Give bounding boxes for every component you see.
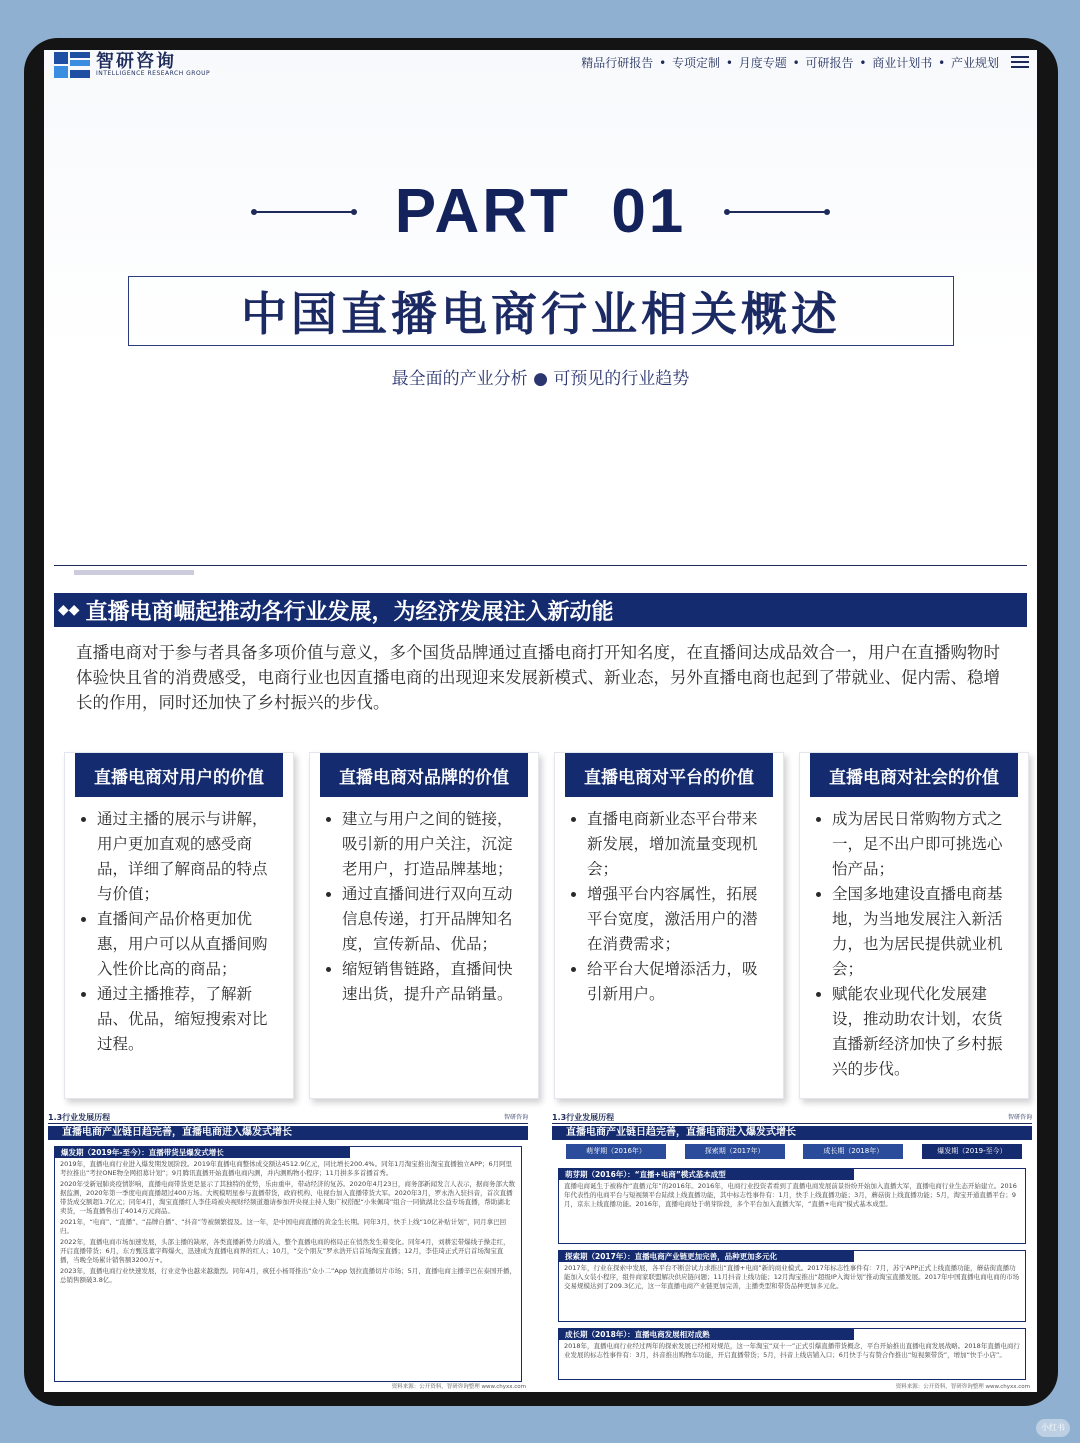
- phase-box-sprout: [558, 1168, 1026, 1244]
- card-item: • 增强平台内容属性，拓展平台宽度，激活用户的潜在消费需求；: [587, 882, 769, 957]
- divider: [54, 565, 1027, 566]
- logo-mark-icon: [54, 52, 90, 78]
- divider: [48, 1123, 528, 1124]
- card-title: 直播电商对品牌的价值: [320, 753, 528, 797]
- diamond-icon: ◆◆: [58, 602, 80, 618]
- card-item: • 通过直播间进行双向互动信息传递，打开品牌知名度，宣传新品、优品；: [342, 882, 524, 957]
- decor-line-left: [253, 211, 355, 213]
- watermark-badge: 小红书: [1036, 1419, 1070, 1437]
- history-banner: 直播电商产业链日趋完善，直播电商进入爆发式增长: [552, 1126, 1032, 1140]
- banner-title: 直播电商崛起推动各行业发展，为经济发展注入新动能: [85, 599, 614, 625]
- history-banner: 直播电商产业链日趋完善，直播电商进入爆发式增长: [48, 1126, 528, 1140]
- menu-icon[interactable]: [1011, 56, 1029, 68]
- history-paragraph: 2023年，直播电商行业快速发展，行业竞争也越来越激烈。同年4月，疯狂小杨哥推出“众小二”App 划拉直播切片市场；5月，直播电商主播辛巴在泰国开播，总销售额破3.8亿。: [60, 1267, 516, 1284]
- section-label: 1.3行业发展历程 智研咨询: [552, 1113, 1032, 1122]
- phase-box-title: 探索期（2017年）：直播电商产业链更加完善，品种更加多元化: [559, 1251, 854, 1262]
- nav-item[interactable]: 商业计划书: [872, 56, 933, 70]
- phase-tab: 萌芽期（2016年）: [566, 1144, 666, 1159]
- card-item: • 全国多地建设直播电商基地，为当地发展注入新活力，也为居民提供就业机会；: [832, 882, 1014, 982]
- phase-box-text: 2018年，直播电商行业经过两年的探索发展已经相对规范，这一年淘宝“双十一”正式引爆直播带货概念，平台开始推出直播电商发展战略。2018年直播电商行业发展的标志性事件有：3月，抖音推出购物车功能，开启直播带货；5月，抖音上线店铺入口；6月快手与有赞合作推出“短视频带货”，增加“快手小店”。: [564, 1342, 1020, 1359]
- section-banner: [54, 593, 1027, 627]
- nav-item[interactable]: 精品行研报告: [581, 56, 654, 70]
- nav-item[interactable]: 月度专题: [738, 56, 787, 70]
- history-paragraph: 2022年，直播电商市场加速发展，头部主播的缺席，各类直播新势力的涌入，整个直播电商的格局正在悄然发生着变化。同年4月，刘耕宏带爆线子操走红，开启直播带货；6月，东方甄选董宇辉爆火，迅速成为直播电商界的红人；10月，“交个朋友”罗永浩开启首场淘宝直播；12月，李佳琦正式开启首场淘宝直播，当晚全场累计销售额3200万+。: [60, 1238, 510, 1264]
- value-card-brand: [309, 752, 539, 1099]
- divider: [552, 1123, 1032, 1124]
- nav-item[interactable]: 可研报告: [805, 56, 854, 70]
- card-item: • 给平台大促增添活力，吸引新用户。: [587, 957, 769, 1007]
- document-page: [44, 50, 1037, 1392]
- top-nav: 精品行研报告 • 专项定制 • 月度专题 • 可研报告 • 商业计划书 • 产业规划: [581, 56, 999, 70]
- nav-item[interactable]: 专项定制: [671, 56, 720, 70]
- history-paragraph: 2021年，“电商”、“直播”、“品牌自播”、“抖音”等被频繁提及。这一年，是中国电商直播的黄金生长期。同年3月，快手上线“10亿补贴计划”，同月拿巴回归。: [60, 1218, 507, 1235]
- history-slide-right: [548, 1110, 1036, 1392]
- nav-item[interactable]: 产业规划: [950, 56, 999, 70]
- intro-paragraph: 直播电商对于参与者具备多项价值与意义，多个国货品牌通过直播电商打开知名度，在直播间达成品效合一，用户在直播购物时体验快且省的消费感受，电商行业也因直播电商的出现迎来发展新模式、新业态，另外直播电商也起到了带就业、促内需、稳增长的作用，同时还加快了乡村振兴的步伐。: [76, 643, 1000, 712]
- card-item: • 建立与用户之间的链接，吸引新的用户关注，沉淀老用户，打造品牌基地；: [342, 807, 524, 882]
- phase-box-boom: [54, 1146, 522, 1382]
- brand-label: 智研咨询: [1007, 1114, 1032, 1121]
- cropped-header-fragment: [74, 570, 194, 575]
- card-item: • 直播间产品价格更加优惠，用户可以从直播间购入性价比高的商品；: [97, 907, 279, 982]
- card-title: 直播电商对社会的价值: [810, 753, 1018, 797]
- value-card-society: [799, 752, 1029, 1099]
- history-paragraph: 2020年受新冠肺炎疫情影响，直播电商带货更是显示了其独特的优势，乐由重申，带动经济的复苏。2020年4月23日，商务部新闻发言人表示，据商务部大数据监测，2020年第一季度电商直播超过400万场。大规模明星参与直播带货，政府机构、电视台加入直播带货大军。2020年3月，罗永浩入驻抖音，首次直播带货成交额超1.7亿元；同年4月，淘宝直播红人李佳琦被央视财经频道邀请参加开央视主持人集广权搭配“小朱佩琦”组合一同做湖北公益专场直播，帮助湖北卖货，一场直播售出了4014万元商品。: [60, 1180, 515, 1215]
- phase-box-title: 成长期（2018年）：直播电商发展相对成熟: [559, 1329, 854, 1340]
- value-card-user: [64, 752, 294, 1099]
- decor-line-right: [726, 211, 828, 213]
- logo: [54, 52, 210, 78]
- card-item: • 缩短销售链路，直播间快速出货，提升产品销量。: [342, 957, 524, 1007]
- history-slide-left: [44, 1110, 532, 1392]
- value-card-platform: [554, 752, 784, 1099]
- logo-en-text: INTELLIGENCE RESEARCH GROUP: [96, 69, 211, 77]
- history-paragraph: 2019年，直播电商行业进入爆发期发展阶段。2019年直播电商整体成交额达4512.9亿元，同比增长200.4%。同年1月淘宝推出淘宝直播独立APP；6月阿里考拉推出“考拉ONE物全网招募计划”；9月腾讯直播开始直播电商内测，并内测购物小程序；11月拼多多首播首秀。: [60, 1160, 513, 1177]
- phase-box-title: 萌芽期（2016年）：“直播+电商”模式基本成型: [559, 1169, 854, 1180]
- phase-timeline: [566, 1144, 1022, 1159]
- card-title: 直播电商对平台的价值: [565, 753, 773, 797]
- phase-box-growth: [558, 1328, 1026, 1380]
- phase-tab: 爆发期（2019-至今）: [922, 1144, 1022, 1159]
- cover-slide: [44, 50, 1037, 560]
- part-heading: [44, 176, 1037, 247]
- card-item: • 直播电商新业态平台带来新发展，增加流量变现机会；: [587, 807, 769, 882]
- card-title: 直播电商对用户的价值: [75, 753, 283, 797]
- phase-tab: 成长期（2018年）: [803, 1144, 903, 1159]
- brand-label: 智研咨询: [503, 1114, 528, 1121]
- card-item: • 赋能农业现代化发展建设，推动助农计划，农货直播新经济加快了乡村振兴的步伐。: [832, 982, 1014, 1082]
- phase-tab: 探索期（2017年）: [685, 1144, 785, 1159]
- phase-box-text: 直播电商诞生于被称作“直播元年”的2016年。2016年，电商行业投资者看到了直播电商发展前景纷纷开始加入直播大军，直播电商行业生态开始建立。2016年代表性的电商平台与短视频平台陆续上线直播功能，其中标志性事件有：1月，快手上线直播功能；3月，蘑菇街上线直播功能；5月，淘宝开通直播平台；9月，京东上线直播功能。2016年，直播电商处于萌芽阶段，多个平台加入直播大军，“直播+电商”模式基本成型。: [564, 1182, 1017, 1208]
- card-item: • 通过主播的展示与讲解，用户更加直观的感受商品，详细了解商品的特点与价值；: [97, 807, 279, 907]
- logo-cn-text: 智研咨询: [96, 50, 176, 72]
- card-item: • 通过主播推荐，了解新品、优品，缩短搜索对比过程。: [97, 982, 279, 1057]
- cover-title-box: [128, 276, 954, 346]
- phase-box-text: 2017年，行业在探索中发展，各平台不断尝试力求推出“直播+电商”新的商业模式。2017年标志性事件有：7月，苏宁APP正式上线直播功能，蘑菇街直播功能加入女装小程序，组件商家联盟解决供应链问题；11月抖音上线功能；12月淘宝推出“超级IP入淘计划”推动淘宝直播发展。2017年中国直播电商电商的市场交易规模达到了209.3亿元，这一年直播电商产业链更加完善，主播类型和带货品种更加多元化。: [564, 1264, 1020, 1290]
- source-note: 资料来源：公开资料，智研咨询整理 www.chyxx.com: [895, 1384, 1030, 1390]
- value-slide: [44, 560, 1037, 1106]
- cover-subtitle: 最全面的产业分析 ● 可预见的行业趋势: [391, 369, 690, 389]
- card-item: • 成为居民日常购物方式之一，足不出户即可挑选心怡产品；: [832, 807, 1014, 882]
- cover-title: 中国直播电商行业相关概述: [241, 287, 841, 341]
- phase-box-explore: [558, 1250, 1026, 1322]
- part-title: PART 01: [394, 177, 687, 246]
- phase-box-title: 爆发期（2019年-至今）：直播带货呈爆发式增长: [55, 1147, 350, 1158]
- section-label: 1.3行业发展历程 智研咨询: [48, 1113, 528, 1122]
- source-note: 资料来源：公开资料，智研咨询整理 www.chyxx.com: [391, 1384, 526, 1390]
